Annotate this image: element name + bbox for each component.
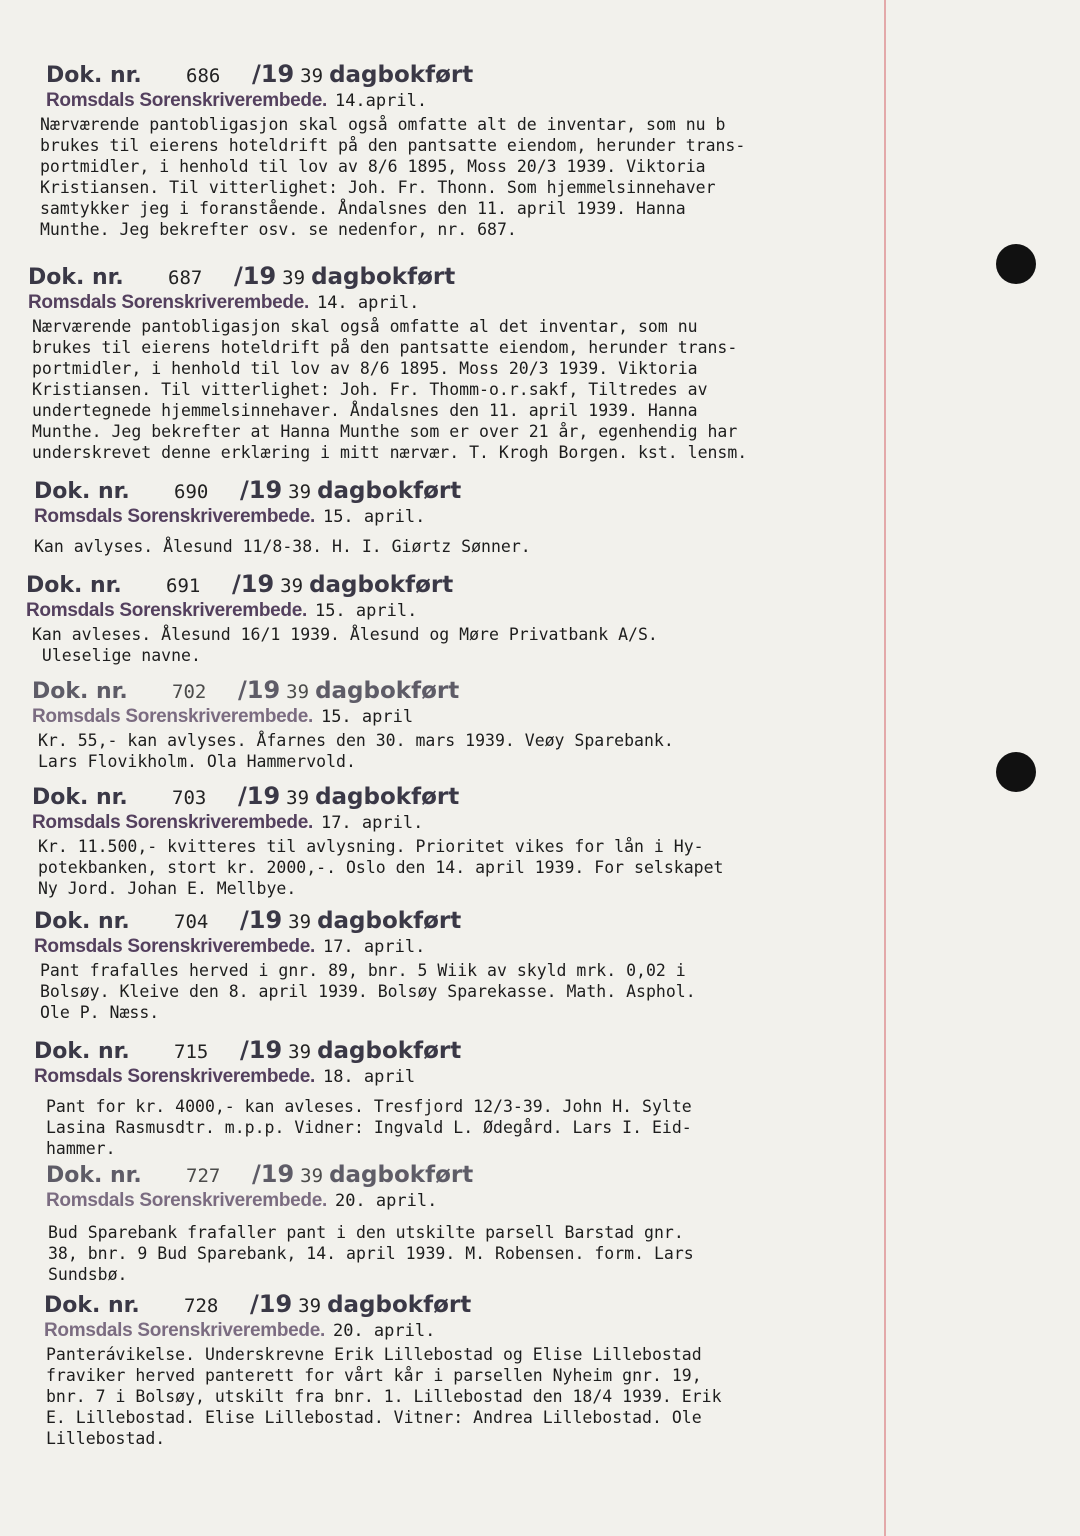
dok-number: 687 (168, 267, 203, 289)
entry-text: Panterávikelse. Underskrevne Erik Lillebostad og Elise Lillebostad fraviker herved panterett for vårt kår i parsellen Nyheim gnr. 19, bnr. 7 i Bolsøy, utskilt fra bnr. 1. Lillebostad den 18/4 1939. Erik E. Lillebostad. Elise Lillebostad. Vitner: Andrea Lillebostad. Ole Lillebostad. (46, 1345, 722, 1448)
entry-header (46, 60, 976, 88)
dok-label: Dok. nr. (34, 479, 130, 504)
entry-header (28, 262, 958, 290)
dok-label: Dok. nr. (34, 1039, 130, 1064)
year-prefix: /19 (252, 1160, 295, 1188)
dok-number: 704 (174, 911, 209, 933)
year-suffix: 39 (288, 1041, 312, 1063)
entry-text: Kan avleses. Ålesund 16/1 1939. Ålesund og Møre Privatbank A/S. Uleselige navne. (32, 625, 658, 665)
entry-date: 20. april. (334, 1191, 438, 1211)
dagbok-stamp: dagbokført (329, 62, 474, 88)
entry-subheader (46, 90, 976, 112)
year-prefix: /19 (232, 570, 275, 598)
entry-subheader (34, 1066, 964, 1088)
office-stamp: Romsdals Sorenskriverembede. (34, 506, 315, 527)
entry-date: 14. april. (316, 293, 420, 313)
entry-date: 15. april. (314, 601, 418, 621)
entry-subheader (28, 292, 958, 314)
dok-number: 686 (186, 65, 221, 87)
dok-number: 690 (174, 481, 209, 503)
year-prefix: /19 (234, 262, 277, 290)
entry-text: Pant for kr. 4000,- kan avleses. Tresfjord 12/3-39. John H. Sylte Lasina Rasmusdtr. m.p.p. Vidner: Ingvald L. Ødegård. Lars I. Eid- hammer. (46, 1097, 692, 1158)
entry-header (46, 1160, 976, 1188)
entry-header (32, 676, 962, 704)
year-prefix: /19 (250, 1290, 293, 1318)
entry-date: 17. april. (320, 813, 424, 833)
office-stamp: Romsdals Sorenskriverembede. (34, 1066, 315, 1087)
dok-label: Dok. nr. (28, 265, 124, 290)
punch-hole (996, 244, 1036, 284)
office-stamp: Romsdals Sorenskriverembede. (32, 706, 313, 727)
year-prefix: /19 (238, 782, 281, 810)
office-stamp: Romsdals Sorenskriverembede. (34, 936, 315, 957)
dok-number: 702 (172, 681, 207, 703)
dagbok-stamp: dagbokført (317, 478, 462, 504)
office-stamp: Romsdals Sorenskriverembede. (44, 1320, 325, 1341)
dok-label: Dok. nr. (46, 63, 142, 88)
record-entry (34, 1036, 964, 1159)
dok-number: 715 (174, 1041, 209, 1063)
year-suffix: 39 (286, 681, 310, 703)
dagbok-stamp: dagbokført (317, 908, 462, 934)
entry-text: Kan avlyses. Ålesund 11/8-38. H. I. Giørtz Sønner. (34, 537, 531, 556)
entry-subheader (34, 936, 964, 958)
entry-subheader (32, 812, 962, 834)
dok-label: Dok. nr. (34, 909, 130, 934)
dagbok-stamp: dagbokført (309, 572, 454, 598)
office-stamp: Romsdals Sorenskriverembede. (46, 1190, 327, 1211)
entry-header (44, 1290, 974, 1318)
record-entry (32, 782, 962, 899)
record-entry (32, 676, 962, 772)
dok-label: Dok. nr. (32, 785, 128, 810)
entry-subheader (44, 1320, 974, 1342)
year-suffix: 39 (288, 481, 312, 503)
entry-header (34, 1036, 964, 1064)
entry-subheader (34, 506, 964, 528)
record-entry (28, 262, 958, 463)
entry-date: 15. april. (322, 507, 426, 527)
entry-text: Kr. 55,- kan avlyses. Åfarnes den 30. mars 1939. Veøy Sparebank. Lars Flovikholm. Ola Hammervold. (38, 731, 674, 771)
dok-label: Dok. nr. (26, 573, 122, 598)
entry-text: Bud Sparebank frafaller pant i den utskilte parsell Barstad gnr. 38, bnr. 9 Bud Sparebank, 14. april 1939. M. Robensen. form. Lars Sundsbø. (48, 1223, 694, 1284)
entry-text: Nærværende pantobligasjon skal også omfatte al det inventar, som nu brukes til eierens hoteldrift på den pantsatte eiendom, herunder trans- portmidler, i henhold til lov av 8/6 1895. Moss 20/3 1939. Viktoria Kristiansen. Til vitterlighet: Joh. Fr. Thomm-o.r.sakf, Tiltredes av undertegnede hjemmelsinnehaver. Åndalsnes den 11. april 1939. Hanna Munthe. Jeg bekrefter at Hanna Munthe som er over 21 år, egenhendig har underskrevet denne erklæring i mitt nærvær. T. Krogh Borgen. kst. lensm. (32, 317, 748, 462)
entry-text: Pant frafalles herved i gnr. 89, bnr. 5 Wiik av skyld mrk. 0,02 i Bolsøy. Kleive den 8. april 1939. Bolsøy Sparekasse. Math. Asphol. Ole P. Næss. (40, 961, 696, 1022)
office-stamp: Romsdals Sorenskriverembede. (32, 812, 313, 833)
dok-label: Dok. nr. (46, 1163, 142, 1188)
year-suffix: 39 (288, 911, 312, 933)
record-entry (40, 60, 976, 240)
entry-date: 14.april. (334, 91, 428, 111)
entry-text: Kr. 11.500,- kvitteres til avlysning. Prioritet vikes for lån i Hy- potekbanken, stort kr. 2000,-. Oslo den 14. april 1939. For selskapet Ny Jord. Johan E. Mellbye. (38, 837, 724, 898)
record-entry (44, 1290, 974, 1449)
year-prefix: /19 (240, 906, 283, 934)
entry-subheader (32, 706, 962, 728)
year-suffix: 39 (298, 1295, 322, 1317)
dagbok-stamp: dagbokført (329, 1162, 474, 1188)
year-suffix: 39 (300, 1165, 324, 1187)
entry-date: 15. april (320, 707, 414, 727)
dagbok-stamp: dagbokført (315, 678, 460, 704)
office-stamp: Romsdals Sorenskriverembede. (26, 600, 307, 621)
office-stamp: Romsdals Sorenskriverembede. (28, 292, 309, 313)
entry-date: 18. april (322, 1067, 416, 1087)
entry-header (26, 570, 956, 598)
year-suffix: 39 (300, 65, 324, 87)
record-entry (34, 476, 964, 557)
entry-date: 17. april. (322, 937, 426, 957)
dok-label: Dok. nr. (44, 1293, 140, 1318)
dagbok-stamp: dagbokført (311, 264, 456, 290)
entry-text: Nærværende pantobligasjon skal også omfatte alt de inventar, som nu b brukes til eierens hoteldrift på den pantsatte eiendom, herunder trans- portmidler, i henhold til lov av 8/6 1895, Moss 20/3 1939. Viktoria Kristiansen. Til vitterlighet: Joh. Fr. Thonn. Som hjemmelsinnehaver samtykker jeg i foranstående. Åndalsnes den 11. april 1939. Hanna Munthe. Jeg bekrefter osv. se nedenfor, nr. 687. (40, 115, 746, 239)
dagbok-stamp: dagbokført (315, 784, 460, 810)
entry-subheader (26, 600, 956, 622)
office-stamp: Romsdals Sorenskriverembede. (46, 90, 327, 111)
dagbok-stamp: dagbokført (327, 1292, 472, 1318)
record-entry (46, 1160, 976, 1285)
entry-subheader (46, 1190, 976, 1212)
year-prefix: /19 (252, 60, 295, 88)
entry-header (34, 906, 964, 934)
record-entry (26, 570, 956, 666)
dok-number: 691 (166, 575, 201, 597)
year-suffix: 39 (280, 575, 304, 597)
year-prefix: /19 (240, 1036, 283, 1064)
entry-header (32, 782, 962, 810)
dagbok-stamp: dagbokført (317, 1038, 462, 1064)
dok-number: 728 (184, 1295, 219, 1317)
year-prefix: /19 (240, 476, 283, 504)
dok-label: Dok. nr. (32, 679, 128, 704)
punch-hole (996, 752, 1036, 792)
entry-header (34, 476, 964, 504)
year-prefix: /19 (238, 676, 281, 704)
dok-number: 727 (186, 1165, 221, 1187)
entry-date: 20. april. (332, 1321, 436, 1341)
record-entry (34, 906, 964, 1023)
year-suffix: 39 (282, 267, 306, 289)
year-suffix: 39 (286, 787, 310, 809)
dok-number: 703 (172, 787, 207, 809)
